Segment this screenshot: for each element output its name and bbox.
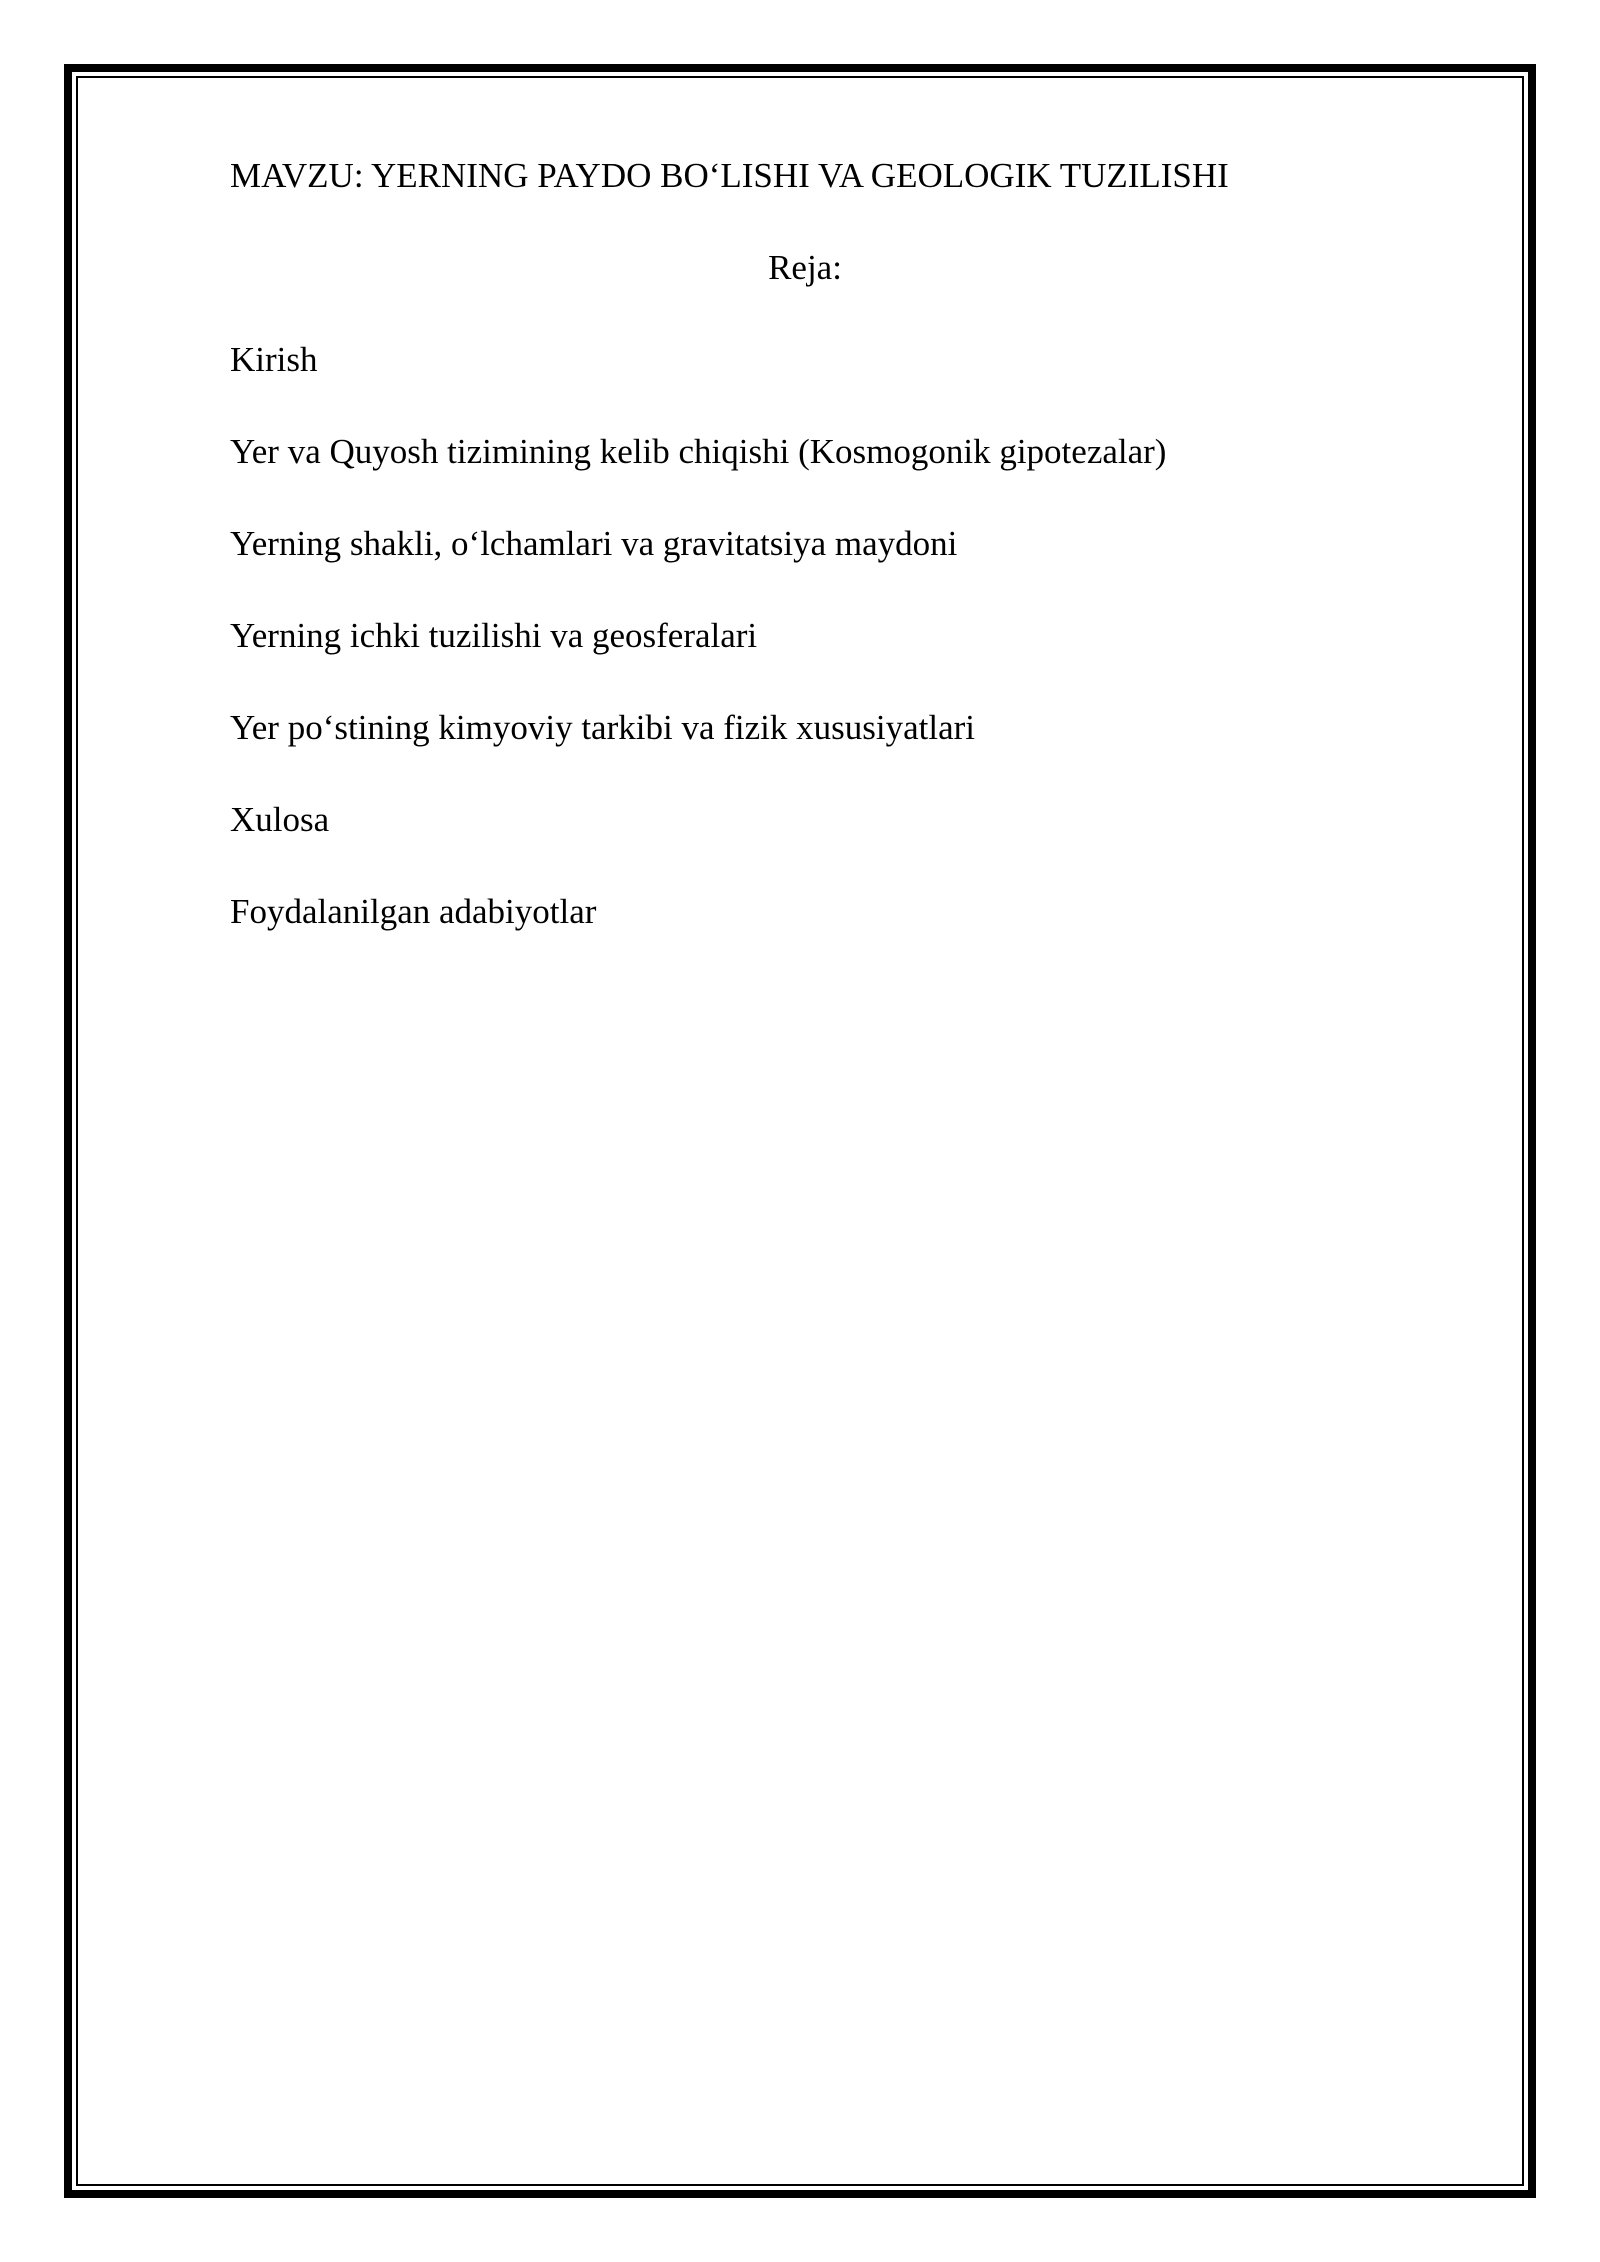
- plan-item-kirish: Kirish: [230, 340, 318, 379]
- document-title: MAVZU: YERNING PAYDO BO‘LISHI VA GEOLOGIK TUZILISHI: [230, 156, 1229, 195]
- plan-item-shape: Yerning shakli, o‘lchamlari va gravitatsiya maydoni: [230, 524, 958, 563]
- plan-item-crust-composition: Yer po‘stining kimyoviy tarkibi va fizik xususiyatlari: [230, 708, 975, 747]
- plan-item-references: Foydalanilgan adabiyotlar: [230, 892, 597, 931]
- plan-item-xulosa: Xulosa: [230, 800, 330, 839]
- document-body: [230, 150, 1380, 978]
- plan-heading: Reja:: [768, 248, 842, 287]
- plan-item-internal-structure: Yerning ichki tuzilishi va geosferalari: [230, 616, 758, 655]
- plan-list: [230, 334, 1380, 938]
- plan-item-origin: Yer va Quyosh tizimining kelib chiqishi (Kosmogonik gipotezalar): [230, 432, 1167, 471]
